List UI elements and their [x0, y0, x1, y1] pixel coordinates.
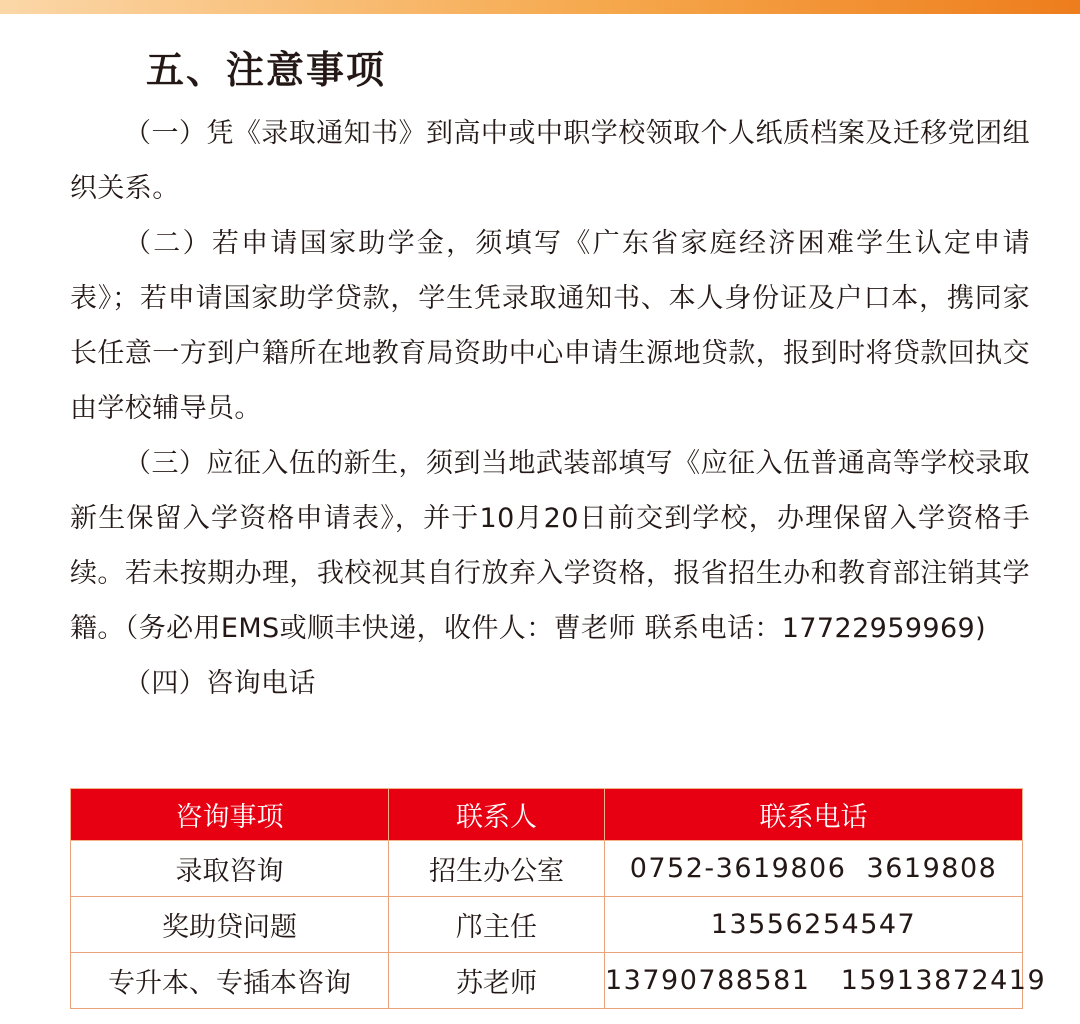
notice-body [70, 106, 1030, 711]
table-row [71, 953, 1023, 1009]
consultation-table [70, 788, 1047, 1009]
cell-contact: 苏老师 [389, 953, 605, 1009]
top-accent-bar [0, 0, 1080, 14]
cell-contact: 招生办公室 [389, 841, 605, 897]
header-phone: 联系电话 [605, 789, 1023, 841]
section-title: 五、注意事项 [146, 48, 387, 92]
header-topic: 咨询事项 [71, 789, 389, 841]
cell-topic: 专升本、专插本咨询 [71, 953, 389, 1009]
cell-phone: 0752-3619806 3619808 [605, 841, 1023, 897]
cell-topic: 录取咨询 [71, 841, 389, 897]
cell-phone: 13556254547 [605, 897, 1023, 953]
paragraph-consultation-heading: （四）咨询电话 [124, 668, 316, 699]
table-row [71, 897, 1023, 953]
paragraph-financial-aid: （二）若申请国家助学金，须填写《广东省家庭经济困难学生认定申请表》；若申请国家助学贷款，学生凭录取通知书、本人身份证及户口本，携同家长任意一方到户籍所在地教育局资助中心申请生源地贷款，报到时将贷款回执交由学校辅导员。 [70, 228, 1030, 424]
cell-phone: 13790788581 15913872419 [605, 953, 1023, 1009]
cell-topic: 奖助贷问题 [71, 897, 389, 953]
header-contact: 联系人 [389, 789, 605, 841]
table-header-row [71, 789, 1023, 841]
table-row [71, 841, 1023, 897]
paragraph-archives: （一）凭《录取通知书》到高中或中职学校领取个人纸质档案及迁移党团组织关系。 [70, 118, 1030, 204]
consultation-table-wrapper [70, 788, 1047, 1009]
cell-contact: 邝主任 [389, 897, 605, 953]
paragraph-military-enlistment: （三）应征入伍的新生，须到当地武装部填写《应征入伍普通高等学校录取新生保留入学资格申请表》，并于10月20日前交到学校，办理保留入学资格手续。若未按期办理，我校视其自行放弃入学资格，报省招生办和教育部注销其学籍。（务必用EMS或顺丰快递，收件人：曹老师 联系电话：17722959969) [70, 448, 1030, 644]
